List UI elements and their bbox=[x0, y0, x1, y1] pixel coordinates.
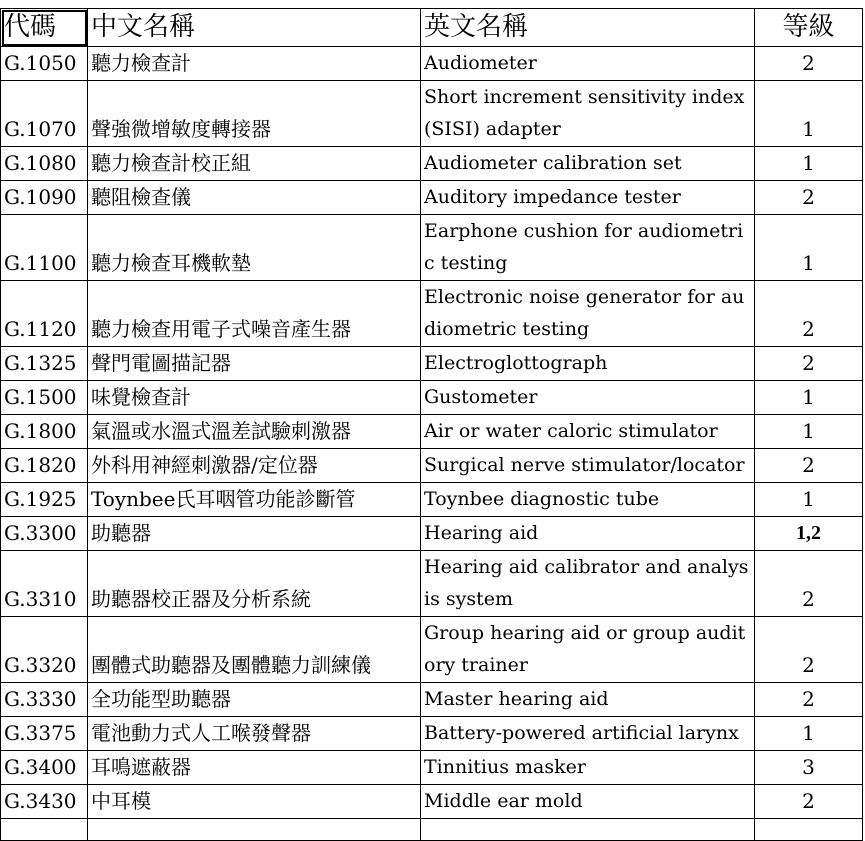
code-cell[interactable]: G.1120 bbox=[1, 281, 88, 347]
empty-cell[interactable] bbox=[1, 819, 88, 841]
code-cell[interactable]: G.1820 bbox=[1, 449, 88, 483]
table-row bbox=[1, 483, 863, 517]
code-cell[interactable]: G.3300 bbox=[1, 517, 88, 551]
grade-cell[interactable]: 1 bbox=[755, 81, 863, 147]
zh-name-cell[interactable]: 全功能型助聽器 bbox=[88, 683, 421, 717]
table-row bbox=[1, 181, 863, 215]
en-name-cell[interactable]: Air or water caloric stimulator bbox=[421, 415, 755, 449]
table-row bbox=[1, 517, 863, 551]
grade-cell[interactable]: 2 bbox=[755, 551, 863, 617]
zh-name-cell[interactable]: 氣溫或水溫式溫差試驗刺激器 bbox=[88, 415, 421, 449]
code-cell[interactable]: G.3320 bbox=[1, 617, 88, 683]
grade-cell[interactable]: 1 bbox=[755, 215, 863, 281]
zh-name-cell[interactable]: 聲門電圖描記器 bbox=[88, 347, 421, 381]
table-row bbox=[1, 551, 863, 617]
empty-cell[interactable] bbox=[421, 819, 755, 841]
zh-name-cell[interactable]: Toynbee氏耳咽管功能診斷管 bbox=[88, 483, 421, 517]
table-row bbox=[1, 785, 863, 819]
header-row bbox=[1, 9, 863, 47]
code-cell[interactable]: G.1800 bbox=[1, 415, 88, 449]
code-cell[interactable]: G.1090 bbox=[1, 181, 88, 215]
code-cell[interactable]: G.3310 bbox=[1, 551, 88, 617]
zh-name-cell[interactable]: 團體式助聽器及團體聽力訓練儀 bbox=[88, 617, 421, 683]
en-name-cell[interactable]: Auditory impedance tester bbox=[421, 181, 755, 215]
code-cell[interactable]: G.1925 bbox=[1, 483, 88, 517]
header-en-cell[interactable]: 英文名稱 bbox=[421, 9, 755, 47]
en-name-cell[interactable]: Hearing aid bbox=[421, 517, 755, 551]
zh-name-cell[interactable]: 助聽器 bbox=[88, 517, 421, 551]
zh-name-cell[interactable]: 聲強微增敏度轉接器 bbox=[88, 81, 421, 147]
table-row bbox=[1, 415, 863, 449]
table-row bbox=[1, 381, 863, 415]
empty-cell[interactable] bbox=[88, 819, 421, 841]
grade-cell[interactable]: 2 bbox=[755, 181, 863, 215]
grade-cell[interactable]: 1 bbox=[755, 717, 863, 751]
code-cell[interactable]: G.3330 bbox=[1, 683, 88, 717]
header-code-cell[interactable]: 代碼 bbox=[1, 9, 88, 47]
table-row bbox=[1, 147, 863, 181]
zh-name-cell[interactable]: 聽力檢查耳機軟墊 bbox=[88, 215, 421, 281]
zh-name-cell[interactable]: 聽力檢查計 bbox=[88, 47, 421, 81]
header-zh-cell[interactable]: 中文名稱 bbox=[88, 9, 421, 47]
table-row bbox=[1, 449, 863, 483]
grade-cell[interactable]: 1 bbox=[755, 483, 863, 517]
grade-cell[interactable]: 3 bbox=[755, 751, 863, 785]
code-cell[interactable]: G.3430 bbox=[1, 785, 88, 819]
code-cell[interactable]: G.3400 bbox=[1, 751, 88, 785]
en-name-cell[interactable]: Toynbee diagnostic tube bbox=[421, 483, 755, 517]
empty-cell[interactable] bbox=[755, 819, 863, 841]
zh-name-cell[interactable]: 味覺檢查計 bbox=[88, 381, 421, 415]
zh-name-cell[interactable]: 聽力檢查用電子式噪音產生器 bbox=[88, 281, 421, 347]
grade-cell[interactable]: 2 bbox=[755, 281, 863, 347]
zh-name-cell[interactable]: 電池動力式人工喉發聲器 bbox=[88, 717, 421, 751]
code-cell[interactable]: G.1100 bbox=[1, 215, 88, 281]
table-row bbox=[1, 347, 863, 381]
table-row bbox=[1, 47, 863, 81]
table-row bbox=[1, 751, 863, 785]
grade-cell[interactable]: 1,2 bbox=[755, 517, 863, 551]
en-name-cell[interactable]: Gustometer bbox=[421, 381, 755, 415]
code-cell[interactable]: G.1325 bbox=[1, 347, 88, 381]
device-classification-table bbox=[0, 8, 863, 841]
table-row bbox=[1, 683, 863, 717]
table-row bbox=[1, 717, 863, 751]
en-name-cell[interactable]: Audiometer bbox=[421, 47, 755, 81]
zh-name-cell[interactable]: 助聽器校正器及分析系統 bbox=[88, 551, 421, 617]
en-name-cell[interactable]: Electroglottograph bbox=[421, 347, 755, 381]
code-cell[interactable]: G.3375 bbox=[1, 717, 88, 751]
en-name-cell[interactable]: Audiometer calibration set bbox=[421, 147, 755, 181]
grade-cell[interactable]: 1 bbox=[755, 147, 863, 181]
header-grade-cell[interactable]: 等級 bbox=[755, 9, 863, 47]
grade-cell[interactable]: 1 bbox=[755, 415, 863, 449]
en-name-cell[interactable]: Master hearing aid bbox=[421, 683, 755, 717]
en-name-cell[interactable]: Surgical nerve stimulator/locator bbox=[421, 449, 755, 483]
en-name-cell[interactable]: Battery-powered artificial larynx bbox=[421, 717, 755, 751]
spreadsheet-table-container bbox=[0, 8, 865, 841]
en-name-cell[interactable]: Short increment sensitivity index (SISI) adapter bbox=[421, 81, 755, 147]
grade-cell[interactable]: 2 bbox=[755, 347, 863, 381]
code-cell[interactable]: G.1500 bbox=[1, 381, 88, 415]
grade-cell[interactable]: 2 bbox=[755, 617, 863, 683]
en-name-cell[interactable]: Electronic noise generator for audiometric testing bbox=[421, 281, 755, 347]
table-row bbox=[1, 617, 863, 683]
grade-cell[interactable]: 2 bbox=[755, 683, 863, 717]
code-cell[interactable]: G.1070 bbox=[1, 81, 88, 147]
code-cell[interactable]: G.1080 bbox=[1, 147, 88, 181]
en-name-cell[interactable]: Tinnitius masker bbox=[421, 751, 755, 785]
zh-name-cell[interactable]: 聽阻檢查儀 bbox=[88, 181, 421, 215]
en-name-cell[interactable]: Earphone cushion for audiometric testing bbox=[421, 215, 755, 281]
zh-name-cell[interactable]: 耳鳴遮蔽器 bbox=[88, 751, 421, 785]
en-name-cell[interactable]: Group hearing aid or group auditory trainer bbox=[421, 617, 755, 683]
table-row bbox=[1, 281, 863, 347]
zh-name-cell[interactable]: 中耳模 bbox=[88, 785, 421, 819]
code-cell[interactable]: G.1050 bbox=[1, 47, 88, 81]
grade-cell[interactable]: 2 bbox=[755, 449, 863, 483]
zh-name-cell[interactable]: 聽力檢查計校正組 bbox=[88, 147, 421, 181]
zh-name-cell[interactable]: 外科用神經刺激器/定位器 bbox=[88, 449, 421, 483]
table-row bbox=[1, 81, 863, 147]
en-name-cell[interactable]: Hearing aid calibrator and analysis system bbox=[421, 551, 755, 617]
grade-cell[interactable]: 1 bbox=[755, 381, 863, 415]
table-row bbox=[1, 215, 863, 281]
table-row bbox=[1, 819, 863, 841]
grade-cell[interactable]: 2 bbox=[755, 785, 863, 819]
grade-cell[interactable]: 2 bbox=[755, 47, 863, 81]
en-name-cell[interactable]: Middle ear mold bbox=[421, 785, 755, 819]
